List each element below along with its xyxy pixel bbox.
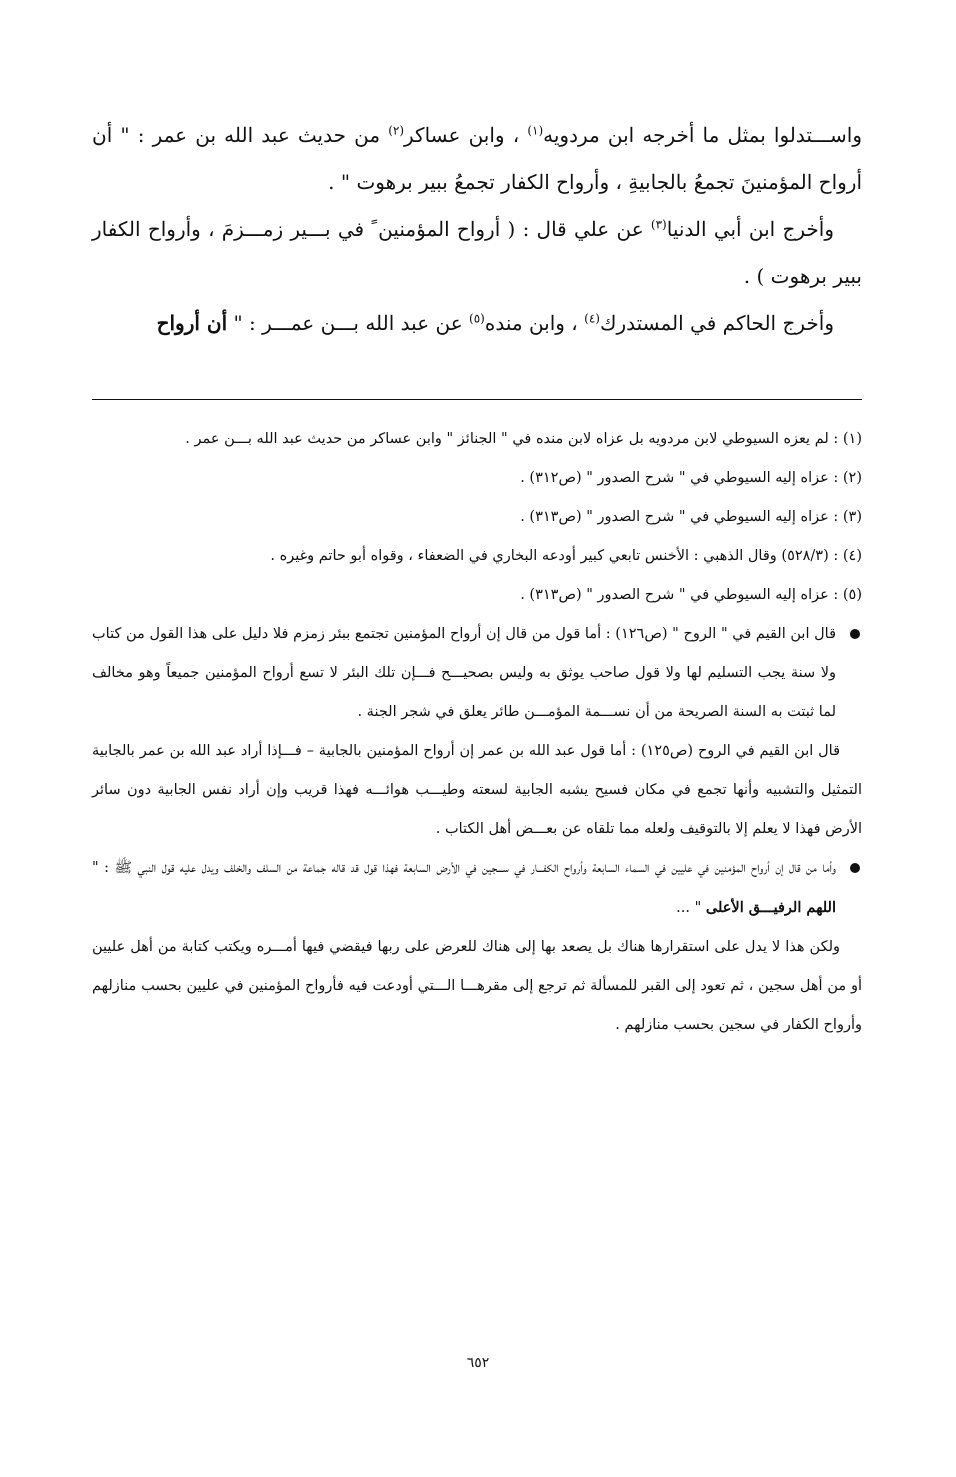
footnote-ref-3[interactable]: (٣) (650, 217, 667, 232)
text-run: واســـتدلوا بمثل ما أخرجه ابن مردويه (543, 123, 862, 147)
footnotes-section (92, 420, 862, 1045)
text-run: عن علي قال : ( أرواح المؤمنين ً في بـــير زمـــزمَ ، وأرواح الكفار ببير برهوت ) . (92, 217, 862, 288)
text-run: وأخرج ابن أبي الدنيا (666, 217, 834, 241)
footnote-ref-4[interactable]: (٤) (584, 311, 600, 326)
commentary-bullet-1 (92, 615, 862, 732)
text-run: قال ابن القيم في " الروح " (ص١٢٦) : أما قول من قال إن أرواح المؤمنين تجتمع ببئر زمزم فلا دليل على هذا القول من كتاب ولا سنة يجب التسليم لها ولا قول صاحب يوثق به وليس بصحيـــح فـــإن تلك البئر لا تسع أرواح المؤمنين جميعاً وهو مخالف لما ثبتت به السنة الصريحة من أن نســـمة المؤمـــن طائر يعلق في شجر الجنة . (92, 626, 836, 720)
commentary-bullet-2 (92, 849, 862, 928)
text-run: ، وابن منده (484, 311, 585, 335)
footnote-1: (١) : لم يعزه السيوطي لابن مردويه بل عزاه لابن منده في " الجنائز " وابن عساكر من حديث عبد الله بـــن عمر . (185, 431, 862, 447)
bold-quote: اللهم الرفيـــق الأعلى (705, 899, 836, 916)
main-paragraph-1 (92, 112, 862, 206)
main-paragraph-3 (92, 300, 862, 347)
commentary-paragraph-2: ولكن هذا لا يدل على استقرارها هناك بل يصعد بها إلى هناك للعرض على ربها فيقضي فيها أمـــره ويكتب كتابة من أهل عليين أو من أهل سجين ، ثم تعود إلى القبر للمسألة ثم ترجع إلى مقرهـــا الـــتي أودعت فيه فأرواح المؤمنين في عليين بحسب منازلهم وأرواح الكفار في سجين بحسب منازلهم . (92, 939, 862, 1033)
commentary-paragraph-1: قال ابن القيم في الروح (ص١٢٥) : أما قول عبد الله بن عمر إن أرواح المؤمنين بالجابية – فـــإذا أراد عبد الله بن عمر بالجابية التمثيل والتشبيه وأنها تجمع في مكان فسيح يشبه الجابية لسعته وطيـــب هوائـــه فهذا قريب وإن أراد نفس الجابية دون سائر الأرض فهذا لا يعلم إلا بالتوقيف ولعله مما تلقاه عن بعـــض أهل الكتاب . (92, 743, 862, 837)
footnote-5: (٥) : عزاه إليه السيوطي في " شرح الصدور " (ص٣١٣) . (520, 587, 862, 603)
text-run: وأخرج الحاكم في المستدرك (599, 311, 834, 335)
main-text (92, 112, 862, 347)
text-run: " ... (676, 900, 706, 916)
footnote-ref-2[interactable]: (٢) (388, 123, 405, 138)
page-number: ٦٥٢ (466, 1355, 490, 1371)
footnote-ref-1[interactable]: (١) (527, 123, 544, 138)
bold-quote: أن أرواح (156, 311, 228, 335)
text-run: وأما من قال إن أرواح المؤمنين في عليين في السماء السابعة وأرواح الكفـــار في ســـجين في الأرض السابعة فهذا قول قد قاله جماعة من السلف والخلف ويدل عليه قول النبي ﷺ : " (92, 860, 836, 876)
footnote-2: (٢) : عزاه إليه السيوطي في " شرح الصدور " (ص٣١٢) . (520, 470, 862, 486)
text-run: ، وابن عساكر (404, 123, 528, 147)
main-paragraph-2 (92, 206, 862, 300)
footnote-ref-5[interactable]: (٥) (469, 311, 485, 326)
footnote-4: (٤) : (٥٢٨/٣) وقال الذهبي : الأخنس تابعي كبير أودعه البخاري في الضعفاء ، وقواه أبو حاتم وغيره . (270, 548, 862, 564)
footnote-divider (92, 399, 862, 400)
text-run: من حديث عبد الله بن عمر : " أن أرواح المؤمنينَ تجمعُ بالجابيةِ ، وأرواح الكفار تجمعُ ببير برهوت " . (92, 123, 862, 194)
bullet-icon (850, 863, 860, 873)
text-run: عن عبد الله بـــن عمـــر : " (227, 311, 470, 335)
bullet-icon (850, 629, 860, 639)
footnote-3: (٣) : عزاه إليه السيوطي في " شرح الصدور " (ص٣١٣) . (520, 509, 862, 525)
